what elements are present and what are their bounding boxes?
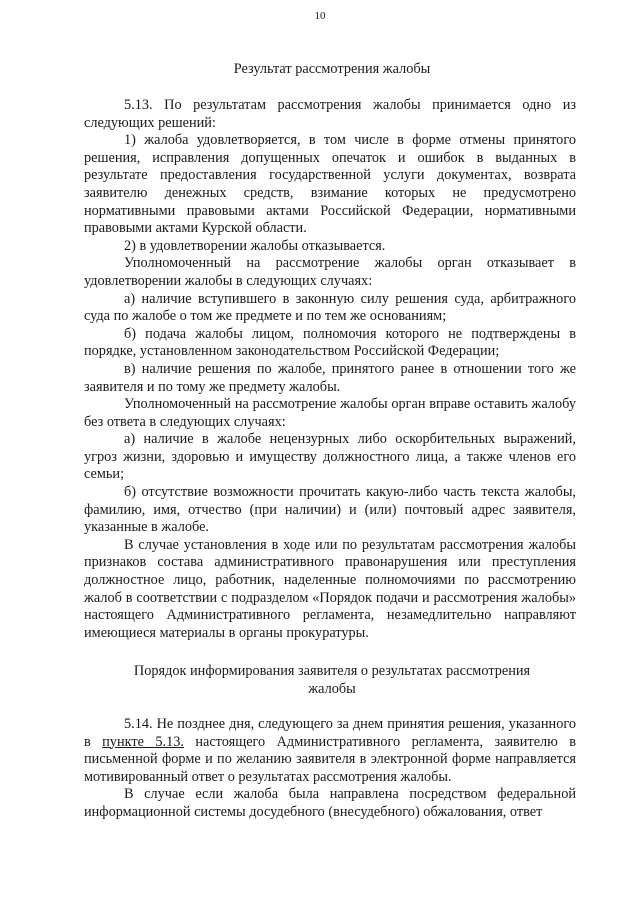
paragraph: 2) в удовлетворении жалобы отказывается. [124, 237, 386, 254]
section-heading-informing [84, 662, 580, 698]
section-heading-line: жалобы [308, 681, 356, 697]
paragraph: в) наличие решения по жалобе, принятого ранее в отношении того же заявителя и по тому же предмету жалобы. [84, 360, 576, 395]
paragraph-text: настоящего Административного регламента, заявителю в письменной форме и по желанию заявителя в электронной форме направляется мотивированный ответ о результатах рассмотрения жалобы. [84, 733, 576, 785]
paragraph: а) наличие вступившего в законную силу решения суда, арбитражного суда по жалобе о том же предмете и по тем же основаниям; [84, 290, 576, 325]
paragraph: В случае установления в ходе или по результатам рассмотрения жалобы признаков состава административного правонарушения или преступления должностное лицо, работник, наделенные полномочиями по рассмотрению жалоб в соответствии с подразделом «Порядок подачи и рассмотрения жалобы» настоящего Административного регламента, незамедлительно направляют имеющиеся материалы в органы прокуратуры. [84, 536, 576, 641]
paragraph: б) отсутствие возможности прочитать какую-либо часть текста жалобы, фамилию, имя, отчество (при наличии) и (или) почтовый адрес заявителя, указанные в жалобе. [84, 484, 576, 536]
paragraph: 1) жалоба удовлетворяется, в том числе в форме отмены принятого решения, исправления допущенных опечаток и ошибок в выданных в результате предоставления государственной услуги документах, возврата заявителю денежных средств, взимание которых не предусмотрено нормативными правовыми актами Российской Федерации, нормативными правовыми актами Курской области. [84, 132, 576, 237]
paragraph: 5.13. По результатам рассмотрения жалобы принимается одно из следующих решений: [84, 97, 576, 131]
section-body-complaint-result [84, 97, 576, 642]
section-heading-complaint-result: Результат рассмотрения жалобы [233, 61, 431, 77]
paragraph: Уполномоченный на рассмотрение жалобы орган отказывает в удовлетворении жалобы в следующих случаях: [84, 255, 576, 289]
paragraph: В случае если жалоба была направлена посредством федеральной информационной системы досудебного (внесудебного) обжалования, ответ [84, 786, 576, 820]
paragraph: Уполномоченный на рассмотрение жалобы орган вправе оставить жалобу без ответа в следующих случаях: [84, 396, 576, 430]
page-number: 10 [314, 10, 326, 22]
paragraph [84, 716, 576, 786]
section-heading-line: Порядок информирования заявителя о результатах рассмотрения [133, 663, 531, 679]
paragraph: б) подача жалобы лицом, полномочия которого не подтверждены в порядке, установленном законодательством Российской Федерации; [84, 325, 576, 360]
clause-reference-link[interactable]: пункте 5.13. [102, 733, 184, 750]
paragraph: а) наличие в жалобе нецензурных либо оскорбительных выражений, угроз жизни, здоровью и имуществу должностного лица, а также членов его семьи; [84, 431, 576, 483]
section-body-informing [84, 716, 576, 822]
paragraph-text: 5.14. Не позднее дня, следующего за днем принятия решения, указанного в [84, 716, 576, 750]
